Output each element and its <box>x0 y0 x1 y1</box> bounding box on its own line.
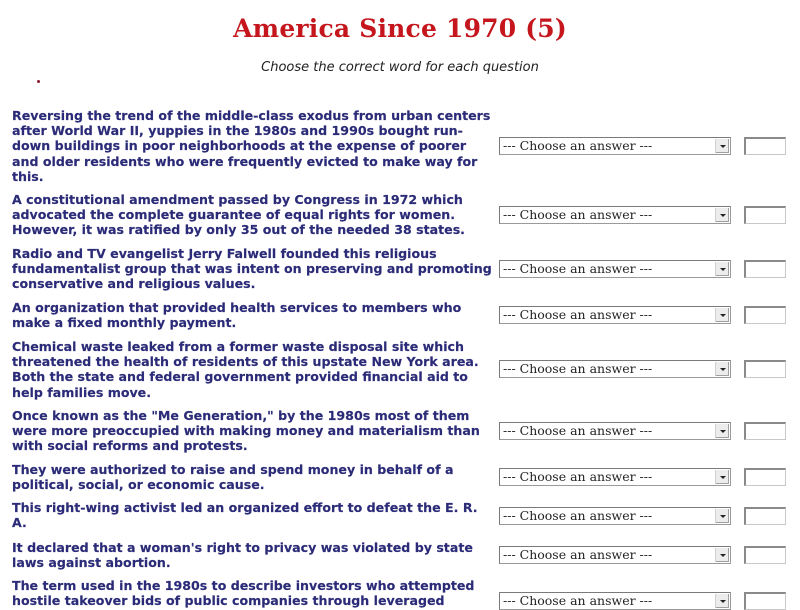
question-text-3: Radio and TV evangelist Jerry Falwell founded this religious fundamentalist group that was intent on preserving and promoting conservative and religious values. <box>12 246 492 292</box>
answer-select-10[interactable] <box>499 592 731 610</box>
select-value: --- Choose an answer --- <box>503 307 653 322</box>
page-title: America Since 1970 (5) <box>233 14 567 43</box>
select-value: --- Choose an answer --- <box>503 423 653 438</box>
question-text-6: Once known as the "Me Generation," by the 1980s most of them were more preoccupied with making money and materialism than with social reforms and protests. <box>12 408 480 454</box>
question-text-7: They were authorized to raise and spend money in behalf of a political, social, or economic cause. <box>12 462 454 493</box>
select-value: --- Choose an answer --- <box>503 547 653 562</box>
answer-select-9[interactable] <box>499 546 731 564</box>
answer-select-8[interactable] <box>499 507 731 525</box>
chevron-down-icon[interactable] <box>715 308 729 322</box>
answer-box-2[interactable] <box>744 206 786 224</box>
question-text-4: An organization that provided health services to members who make a fixed monthly payment. <box>12 300 462 331</box>
chevron-down-icon[interactable] <box>715 594 729 608</box>
chevron-down-icon[interactable] <box>715 262 729 276</box>
answer-box-5[interactable] <box>744 360 786 378</box>
answer-select-3[interactable] <box>499 260 731 278</box>
answer-box-1[interactable] <box>744 137 786 155</box>
chevron-down-icon[interactable] <box>715 424 729 438</box>
question-text-5: Chemical waste leaked from a former waste disposal site which threatened the health of residents of this upstate New York area. Both the state and federal government provided financial aid to help families move. <box>12 339 479 400</box>
answer-box-4[interactable] <box>744 306 786 324</box>
question-text-1: Reversing the trend of the middle-class exodus from urban centers after World War II, yuppies in the 1980s and 1990s bought run-down buildings in poor neighborhoods at the expense of poorer and older residents who were frequently evicted to make way for this. <box>12 108 491 184</box>
chevron-down-icon[interactable] <box>715 548 729 562</box>
answer-box-9[interactable] <box>744 546 786 564</box>
answer-select-1[interactable] <box>499 137 731 155</box>
answer-select-4[interactable] <box>499 306 731 324</box>
chevron-down-icon[interactable] <box>715 139 729 153</box>
answer-select-5[interactable] <box>499 360 731 378</box>
select-value: --- Choose an answer --- <box>503 207 653 222</box>
select-value: --- Choose an answer --- <box>503 469 653 484</box>
question-text-10: The term used in the 1980s to describe investors who attempted hostile takeover bids of public companies through leveraged <box>12 578 475 609</box>
select-value: --- Choose an answer --- <box>503 261 653 276</box>
answer-select-6[interactable] <box>499 422 731 440</box>
answer-box-3[interactable] <box>744 260 786 278</box>
select-value: --- Choose an answer --- <box>503 361 653 376</box>
chevron-down-icon[interactable] <box>715 509 729 523</box>
answer-box-7[interactable] <box>744 468 786 486</box>
question-text-8: This right-wing activist led an organized effort to defeat the E. R. A. <box>12 500 478 531</box>
question-text-2: A constitutional amendment passed by Congress in 1972 which advocated the complete guarantee of equal rights for women. However, it was ratified by only 35 out of the needed 38 states. <box>12 192 465 238</box>
select-value: --- Choose an answer --- <box>503 593 653 608</box>
bullet-dot <box>37 80 40 83</box>
select-value: --- Choose an answer --- <box>503 508 653 523</box>
select-value: --- Choose an answer --- <box>503 138 653 153</box>
chevron-down-icon[interactable] <box>715 470 729 484</box>
chevron-down-icon[interactable] <box>715 208 729 222</box>
answer-box-6[interactable] <box>744 422 786 440</box>
answer-select-7[interactable] <box>499 468 731 486</box>
answer-box-10[interactable] <box>744 592 786 610</box>
answer-select-2[interactable] <box>499 206 731 224</box>
instructions: Choose the correct word for each question <box>261 60 539 75</box>
chevron-down-icon[interactable] <box>715 362 729 376</box>
question-text-9: It declared that a woman's right to privacy was violated by state laws against abortion. <box>12 540 473 571</box>
answer-box-8[interactable] <box>744 507 786 525</box>
